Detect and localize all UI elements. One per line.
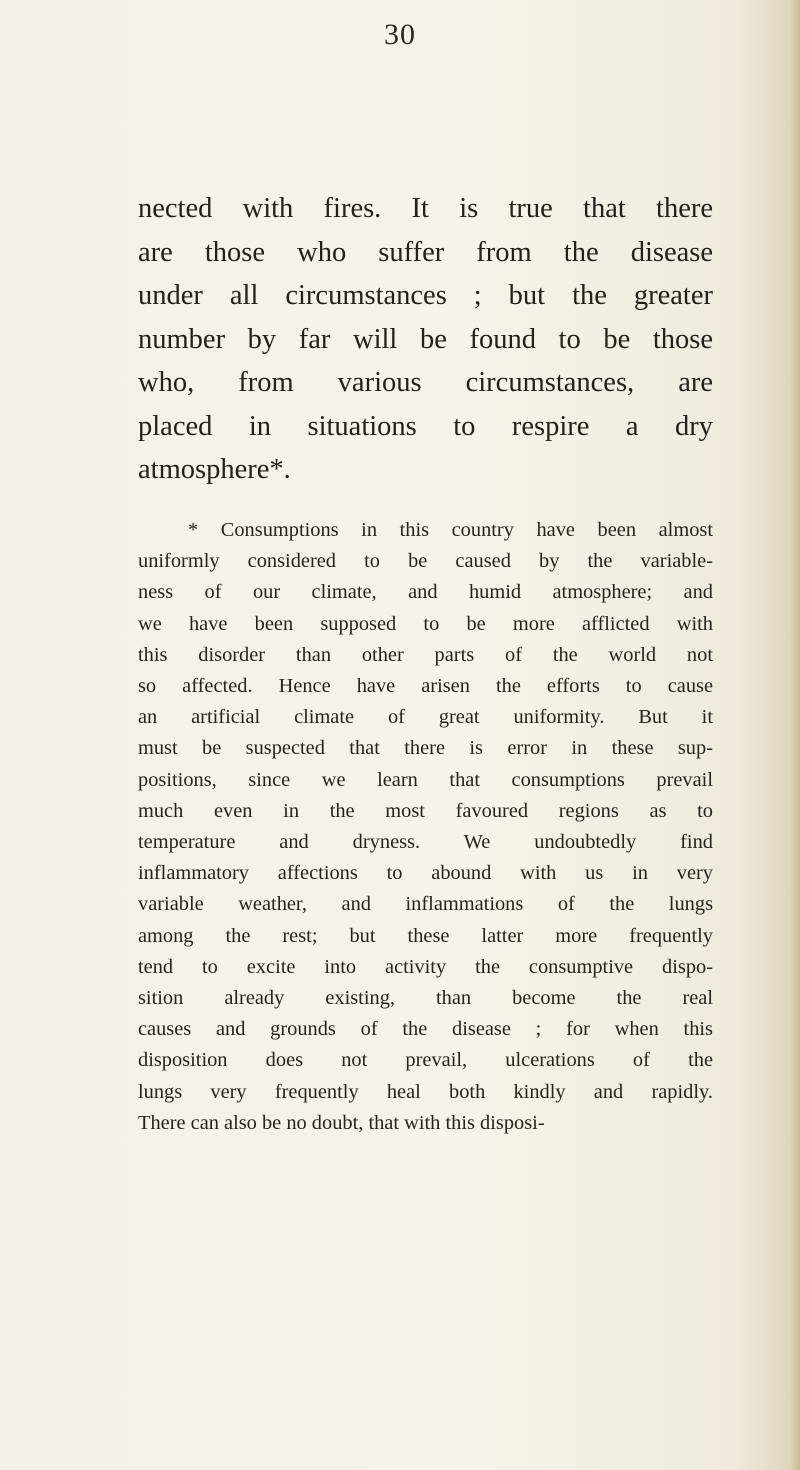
main-text-block: [138, 187, 713, 492]
footnote-line: inflammatory affections to abound with us in very: [138, 862, 713, 885]
footnote-line: * Consumptions in this country have been almost: [188, 519, 713, 541]
footnote-line: must be suspected that there is error in these sup-: [138, 737, 713, 760]
footnote-line: among the rest; but these latter more frequently: [138, 924, 713, 947]
footnote-block: [138, 515, 713, 1139]
footnote-line: temperature and dryness. We undoubtedly find: [138, 831, 713, 854]
footnote-line: There can also be no doubt, that with this disposi-: [138, 1111, 545, 1134]
footnote-line: much even in the most favoured regions as to: [138, 799, 713, 822]
page-number: 30: [384, 18, 416, 51]
footnote-line: so affected. Hence have arisen the efforts to cause: [138, 675, 713, 698]
main-text-line: placed in situations to respire a dry: [138, 410, 713, 442]
footnote-line: causes and grounds of the disease ; for when this: [138, 1018, 713, 1041]
footnote-line: variable weather, and inflammations of the lungs: [138, 893, 713, 916]
main-text-line: are those who suffer from the disease: [138, 236, 713, 268]
footnote-line: uniformly considered to be caused by the variable-: [138, 550, 713, 573]
footnote-line: sition already existing, than become the real: [138, 987, 713, 1010]
footnote-line: ness of our climate, and humid atmosphere; and: [138, 581, 713, 604]
footnote-line: we have been supposed to be more afflicted with: [138, 612, 713, 635]
main-text-line: under all circumstances ; but the greater: [138, 280, 713, 311]
main-text-line: nected with fires. It is true that there: [138, 193, 713, 224]
footnote-line: tend to excite into activity the consumptive dispo-: [138, 955, 713, 978]
footnote-line: this disorder than other parts of the world not: [138, 643, 713, 666]
footnote-line: an artificial climate of great uniformity. But it: [138, 706, 713, 729]
main-text-line: number by far will be found to be those: [138, 323, 713, 355]
main-text-line: atmosphere*.: [138, 454, 291, 485]
main-text-line: who, from various circumstances, are: [138, 367, 713, 398]
footnote-line: lungs very frequently heal both kindly and rapidly.: [138, 1080, 713, 1103]
page-edge-shadow: [790, 0, 800, 1470]
footnote-line: positions, since we learn that consumptions prevail: [138, 768, 713, 791]
footnote-line: disposition does not prevail, ulcerations of the: [138, 1049, 713, 1072]
